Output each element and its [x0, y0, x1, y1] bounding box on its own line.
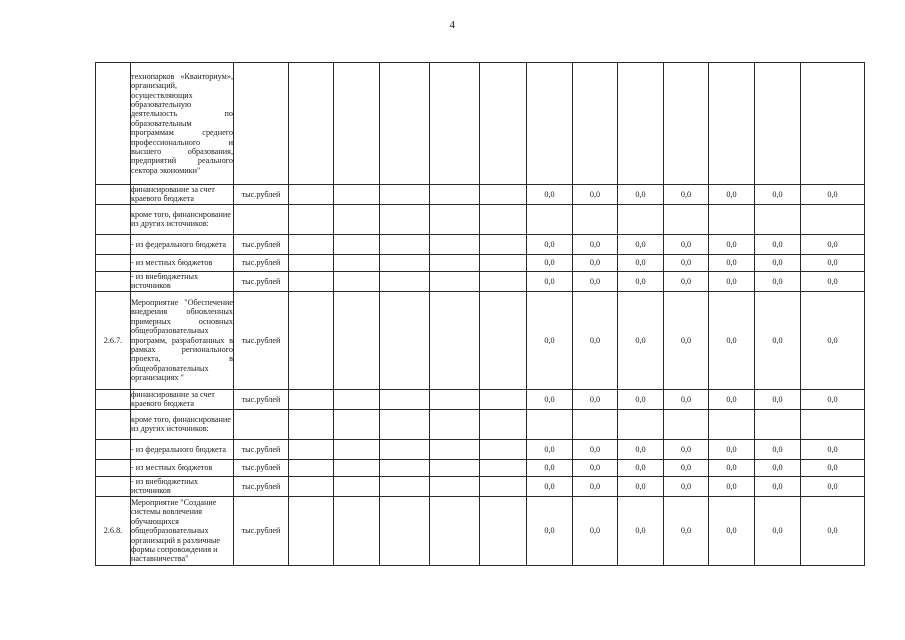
empty-cell	[289, 409, 334, 439]
row-name: Мероприятие "Создание системы вовлечения обучающихся общеобразовательных организаций в различные формы сопровождения и наставничества"	[131, 497, 220, 564]
row-name-cell	[131, 409, 234, 439]
empty-cell	[430, 439, 480, 459]
value-cell	[618, 204, 664, 234]
value-cell	[664, 204, 709, 234]
row-code	[96, 63, 131, 185]
value-cell: 0,0	[573, 291, 618, 389]
empty-cell	[480, 185, 527, 205]
empty-cell	[430, 185, 480, 205]
empty-cell	[289, 439, 334, 459]
value-cell: 0,0	[618, 476, 664, 496]
empty-cell	[380, 476, 430, 496]
value-cell: 0,0	[664, 234, 709, 254]
row-name: - из местных бюджетов	[131, 258, 213, 268]
value-cell: 0,0	[801, 459, 865, 476]
empty-cell	[289, 234, 334, 254]
empty-cell	[380, 204, 430, 234]
table-row	[96, 63, 865, 185]
row-name-cell	[131, 476, 234, 496]
value-cell: 0,0	[709, 234, 755, 254]
value-cell: 0,0	[709, 185, 755, 205]
table-row	[96, 204, 865, 234]
empty-cell	[480, 389, 527, 409]
value-cell: 0,0	[755, 291, 801, 389]
empty-cell	[380, 389, 430, 409]
row-name: - из внебюджетных источников	[131, 476, 199, 496]
row-unit	[234, 204, 289, 234]
empty-cell	[289, 254, 334, 271]
value-cell: 0,0	[664, 254, 709, 271]
value-cell: 0,0	[618, 291, 664, 389]
value-cell: 0,0	[573, 234, 618, 254]
row-code: 2.6.8.	[96, 496, 131, 565]
row-code	[96, 271, 131, 291]
empty-cell	[334, 409, 380, 439]
empty-cell	[289, 389, 334, 409]
value-cell: 0,0	[527, 185, 573, 205]
row-name: кроме того, финансирование из других источников:	[131, 209, 231, 229]
empty-cell	[480, 409, 527, 439]
value-cell	[664, 409, 709, 439]
row-unit: тыс.рублей	[234, 254, 289, 271]
table-row	[96, 439, 865, 459]
empty-cell	[334, 254, 380, 271]
value-cell: 0,0	[573, 271, 618, 291]
value-cell	[801, 204, 865, 234]
value-cell: 0,0	[709, 271, 755, 291]
table-row	[96, 496, 865, 565]
value-cell: 0,0	[801, 271, 865, 291]
empty-cell	[334, 234, 380, 254]
value-cell: 0,0	[801, 185, 865, 205]
empty-cell	[480, 254, 527, 271]
empty-cell	[334, 496, 380, 565]
value-cell: 0,0	[664, 439, 709, 459]
value-cell: 0,0	[709, 254, 755, 271]
value-cell: 0,0	[618, 185, 664, 205]
row-code	[96, 476, 131, 496]
value-cell: 0,0	[573, 476, 618, 496]
empty-cell	[334, 439, 380, 459]
value-cell	[755, 409, 801, 439]
empty-cell	[480, 63, 527, 185]
table-row	[96, 185, 865, 205]
empty-cell	[480, 439, 527, 459]
value-cell: 0,0	[755, 185, 801, 205]
value-cell: 0,0	[664, 291, 709, 389]
value-cell	[618, 63, 664, 185]
value-cell: 0,0	[664, 459, 709, 476]
row-code	[96, 185, 131, 205]
row-name-cell	[131, 185, 234, 205]
value-cell: 0,0	[573, 496, 618, 565]
empty-cell	[380, 291, 430, 389]
row-name: финансирование за счет краевого бюджета	[131, 185, 215, 204]
row-name-cell	[131, 204, 234, 234]
value-cell: 0,0	[664, 185, 709, 205]
row-code	[96, 389, 131, 409]
row-code: 2.6.7.	[96, 291, 131, 389]
empty-cell	[480, 204, 527, 234]
value-cell	[801, 409, 865, 439]
value-cell: 0,0	[755, 496, 801, 565]
value-cell: 0,0	[755, 234, 801, 254]
table-row	[96, 271, 865, 291]
empty-cell	[430, 291, 480, 389]
value-cell: 0,0	[573, 459, 618, 476]
empty-cell	[289, 476, 334, 496]
row-unit	[234, 63, 289, 185]
row-name-cell	[131, 234, 234, 254]
row-name-cell	[131, 439, 234, 459]
value-cell: 0,0	[618, 496, 664, 565]
value-cell: 0,0	[664, 389, 709, 409]
row-name-cell	[131, 496, 234, 565]
value-cell: 0,0	[709, 291, 755, 389]
value-cell	[664, 63, 709, 185]
empty-cell	[289, 496, 334, 565]
value-cell: 0,0	[755, 439, 801, 459]
empty-cell	[480, 476, 527, 496]
row-unit: тыс.рублей	[234, 291, 289, 389]
empty-cell	[334, 185, 380, 205]
empty-cell	[289, 291, 334, 389]
value-cell: 0,0	[527, 496, 573, 565]
empty-cell	[289, 459, 334, 476]
table-row	[96, 291, 865, 389]
value-cell: 0,0	[527, 439, 573, 459]
value-cell: 0,0	[527, 476, 573, 496]
empty-cell	[430, 254, 480, 271]
value-cell	[709, 409, 755, 439]
value-cell	[709, 204, 755, 234]
empty-cell	[334, 204, 380, 234]
row-code	[96, 459, 131, 476]
row-name-cell	[131, 271, 234, 291]
empty-cell	[480, 271, 527, 291]
value-cell: 0,0	[801, 496, 865, 565]
empty-cell	[334, 271, 380, 291]
value-cell: 0,0	[573, 185, 618, 205]
empty-cell	[430, 63, 480, 185]
empty-cell	[480, 291, 527, 389]
row-unit	[234, 409, 289, 439]
value-cell	[801, 63, 865, 185]
page-number: 4	[449, 19, 456, 31]
value-cell: 0,0	[527, 389, 573, 409]
value-cell: 0,0	[527, 291, 573, 389]
value-cell	[527, 204, 573, 234]
value-cell: 0,0	[527, 459, 573, 476]
empty-cell	[480, 496, 527, 565]
value-cell	[573, 409, 618, 439]
empty-cell	[289, 204, 334, 234]
empty-cell	[480, 234, 527, 254]
empty-cell	[380, 439, 430, 459]
row-name-cell	[131, 389, 234, 409]
value-cell: 0,0	[755, 459, 801, 476]
budget-table	[95, 62, 865, 566]
row-unit: тыс.рублей	[234, 271, 289, 291]
empty-cell	[430, 389, 480, 409]
table-row	[96, 234, 865, 254]
empty-cell	[430, 409, 480, 439]
row-code	[96, 204, 131, 234]
table-row	[96, 389, 865, 409]
row-code	[96, 254, 131, 271]
table-row	[96, 476, 865, 496]
empty-cell	[289, 185, 334, 205]
empty-cell	[430, 496, 480, 565]
empty-cell	[289, 271, 334, 291]
table-row	[96, 459, 865, 476]
value-cell: 0,0	[755, 389, 801, 409]
value-cell: 0,0	[709, 459, 755, 476]
value-cell	[709, 63, 755, 185]
value-cell: 0,0	[618, 389, 664, 409]
row-name: - из местных бюджетов	[131, 463, 213, 473]
row-unit: тыс.рублей	[234, 496, 289, 565]
row-code	[96, 409, 131, 439]
row-code	[96, 439, 131, 459]
empty-cell	[380, 496, 430, 565]
value-cell: 0,0	[801, 476, 865, 496]
value-cell: 0,0	[664, 271, 709, 291]
row-unit: тыс.рублей	[234, 234, 289, 254]
value-cell: 0,0	[709, 496, 755, 565]
empty-cell	[380, 271, 430, 291]
value-cell: 0,0	[618, 234, 664, 254]
value-cell	[527, 63, 573, 185]
value-cell: 0,0	[573, 439, 618, 459]
value-cell	[755, 204, 801, 234]
empty-cell	[334, 291, 380, 389]
value-cell: 0,0	[618, 271, 664, 291]
value-cell: 0,0	[801, 439, 865, 459]
empty-cell	[334, 476, 380, 496]
row-name-cell	[131, 63, 234, 185]
value-cell: 0,0	[709, 439, 755, 459]
empty-cell	[430, 476, 480, 496]
value-cell	[755, 63, 801, 185]
row-unit: тыс.рублей	[234, 459, 289, 476]
empty-cell	[334, 63, 380, 185]
row-name: - из внебюджетных источников	[131, 271, 199, 291]
empty-cell	[380, 185, 430, 205]
empty-cell	[380, 254, 430, 271]
table-row	[96, 254, 865, 271]
row-unit: тыс.рублей	[234, 439, 289, 459]
row-unit: тыс.рублей	[234, 185, 289, 205]
empty-cell	[380, 409, 430, 439]
value-cell: 0,0	[527, 234, 573, 254]
empty-cell	[480, 459, 527, 476]
value-cell: 0,0	[801, 291, 865, 389]
row-name-cell	[131, 291, 234, 389]
value-cell: 0,0	[573, 389, 618, 409]
value-cell: 0,0	[709, 476, 755, 496]
row-unit: тыс.рублей	[234, 389, 289, 409]
value-cell: 0,0	[801, 234, 865, 254]
row-name: - из федерального бюджета	[131, 239, 226, 249]
value-cell	[573, 204, 618, 234]
empty-cell	[430, 234, 480, 254]
value-cell: 0,0	[573, 254, 618, 271]
row-name: технопарков «Кванториум», организаций, осуществляющих образовательную деятельность по образовательным программам среднего профессионального и высшего образования, предприятий реального сектора экономики"	[131, 71, 233, 175]
row-code	[96, 234, 131, 254]
empty-cell	[289, 63, 334, 185]
value-cell: 0,0	[755, 476, 801, 496]
row-name: - из федерального бюджета	[131, 444, 226, 454]
value-cell: 0,0	[527, 271, 573, 291]
value-cell: 0,0	[618, 459, 664, 476]
value-cell: 0,0	[755, 254, 801, 271]
value-cell	[527, 409, 573, 439]
row-name-cell	[131, 254, 234, 271]
empty-cell	[380, 63, 430, 185]
row-name: Мероприятие "Обеспечение внедрения обновленных примерных основных общеобразовательных программ, разработанных в рамках регионального проекта, в общеобразовательных организациях "	[131, 297, 233, 383]
row-name: кроме того, финансирование из других источников:	[131, 414, 231, 434]
empty-cell	[430, 204, 480, 234]
empty-cell	[430, 271, 480, 291]
row-unit: тыс.рублей	[234, 476, 289, 496]
row-name-cell	[131, 459, 234, 476]
value-cell: 0,0	[755, 271, 801, 291]
empty-cell	[430, 459, 480, 476]
empty-cell	[334, 389, 380, 409]
value-cell: 0,0	[618, 254, 664, 271]
row-name: финансирование за счет краевого бюджета	[131, 389, 215, 409]
table-row	[96, 409, 865, 439]
value-cell: 0,0	[618, 439, 664, 459]
value-cell	[573, 63, 618, 185]
value-cell: 0,0	[801, 254, 865, 271]
empty-cell	[380, 234, 430, 254]
empty-cell	[334, 459, 380, 476]
empty-cell	[380, 459, 430, 476]
value-cell: 0,0	[664, 476, 709, 496]
value-cell: 0,0	[527, 254, 573, 271]
value-cell: 0,0	[801, 389, 865, 409]
value-cell	[618, 409, 664, 439]
value-cell: 0,0	[709, 389, 755, 409]
value-cell: 0,0	[664, 496, 709, 565]
